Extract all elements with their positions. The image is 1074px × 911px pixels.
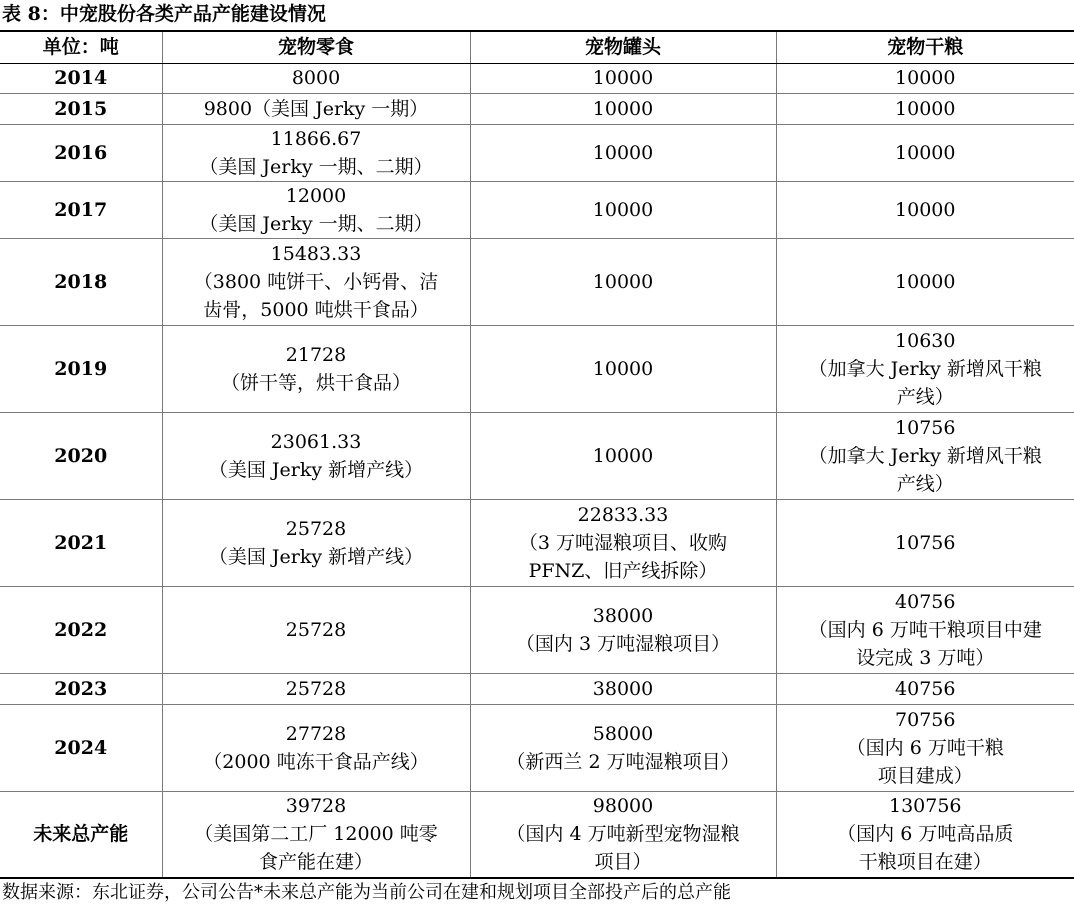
cell-value: 10000	[592, 357, 654, 380]
cell-note: （加拿大 Jerky 新增风干粮 产线）	[808, 357, 1042, 408]
cell-value: 38000	[592, 677, 654, 700]
cell-pet-cans	[470, 673, 776, 704]
cell-note: （美国 Jerky 一期、二期）	[199, 155, 433, 178]
table-row	[0, 704, 1074, 791]
cell-pet-cans	[470, 124, 776, 181]
cell-value: 10000	[592, 141, 654, 164]
row-year: 2024	[0, 704, 162, 791]
cell-value: 40756	[895, 677, 956, 700]
table-row	[0, 325, 1074, 412]
cell-note: （3800 吨饼干、小钙骨、洁 齿骨，5000 吨烘干食品）	[193, 270, 439, 321]
cell-value: 10000	[592, 444, 654, 467]
cell-pet-snacks	[162, 238, 470, 325]
header-pet-dry-food: 宠物干粮	[776, 31, 1074, 63]
cell-value: 10000	[592, 97, 654, 120]
table-row	[0, 93, 1074, 124]
source-note: 数据来源：东北证券，公司公告*未来总产能为当前公司在建和规划项目全部投产后的总产能	[2, 882, 731, 903]
cell-value: 10000	[895, 270, 956, 293]
cell-value: 39728	[285, 795, 347, 818]
row-year: 2021	[0, 499, 162, 586]
cell-value: 10000	[592, 198, 654, 221]
cell-pet-dry-food	[776, 124, 1074, 181]
cell-value: 130756	[888, 795, 962, 818]
table-caption: 表 8：中宠股份各类产品产能建设情况	[2, 3, 326, 25]
row-year: 2022	[0, 586, 162, 673]
cell-pet-snacks	[162, 63, 470, 93]
table-row	[0, 673, 1074, 704]
cell-pet-dry-food	[776, 499, 1074, 586]
header-pet-cans: 宠物罐头	[470, 31, 776, 63]
cell-value: 10000	[895, 67, 956, 89]
cell-pet-cans	[470, 412, 776, 499]
table-row	[0, 181, 1074, 238]
cell-value: 25728	[285, 677, 347, 700]
cell-pet-dry-food	[776, 412, 1074, 499]
cell-value: 22833.33	[577, 503, 669, 526]
row-year: 未来总产能	[0, 791, 162, 878]
row-year: 2019	[0, 325, 162, 412]
cell-value: 10630	[895, 329, 956, 352]
cell-value: 25728	[285, 618, 347, 641]
cell-value: 27728	[285, 722, 347, 745]
table-row	[0, 63, 1074, 93]
cell-pet-cans	[470, 238, 776, 325]
cell-value: 10000	[895, 141, 956, 164]
cell-pet-dry-food	[776, 673, 1074, 704]
cell-value: 15483.33	[270, 242, 362, 265]
cell-pet-dry-food	[776, 704, 1074, 791]
row-year: 2015	[0, 93, 162, 124]
cell-note: （美国 Jerky 新增产线）	[208, 458, 424, 481]
row-year: 2016	[0, 124, 162, 181]
cell-value: 38000	[592, 604, 654, 627]
cell-value: 98000	[592, 795, 654, 818]
header-row	[0, 31, 1074, 63]
cell-note: （国内 4 万吨新型宠物湿粮 项目）	[506, 823, 740, 874]
cell-pet-snacks	[162, 412, 470, 499]
cell-pet-snacks	[162, 673, 470, 704]
cell-pet-cans	[470, 586, 776, 673]
cell-pet-cans	[470, 63, 776, 93]
cell-pet-dry-food	[776, 181, 1074, 238]
cell-pet-snacks	[162, 791, 470, 878]
cell-pet-cans	[470, 181, 776, 238]
cell-pet-snacks	[162, 704, 470, 791]
table-row	[0, 791, 1074, 878]
cell-value: 8000	[291, 67, 341, 89]
cell-value: 9800（美国 Jerky 一期）	[203, 97, 429, 120]
cell-pet-snacks	[162, 325, 470, 412]
cell-note: （美国 Jerky 新增产线）	[208, 545, 424, 568]
cell-pet-dry-food	[776, 325, 1074, 412]
row-year: 2023	[0, 673, 162, 704]
cell-pet-snacks	[162, 93, 470, 124]
cell-value: 23061.33	[270, 430, 362, 453]
cell-note: （国内 6 万吨干粮项目中建 设完成 3 万吨）	[808, 618, 1042, 669]
row-year: 2014	[0, 63, 162, 93]
cell-note: （加拿大 Jerky 新增风干粮 产线）	[808, 444, 1042, 495]
cell-pet-dry-food	[776, 791, 1074, 878]
cell-note: （3 万吨湿粮项目、收购 PFNZ、旧产线拆除）	[518, 531, 728, 582]
cell-value: 10000	[592, 270, 654, 293]
row-year: 2020	[0, 412, 162, 499]
cell-pet-cans	[470, 325, 776, 412]
cell-value: 70756	[895, 708, 956, 731]
header-pet-snacks: 宠物零食	[162, 31, 470, 63]
cell-note: （新西兰 2 万吨湿粮项目）	[506, 750, 740, 773]
cell-pet-dry-food	[776, 586, 1074, 673]
cell-pet-snacks	[162, 499, 470, 586]
cell-note: （美国第二工厂 12000 吨零 食产能在建）	[194, 823, 438, 874]
cell-pet-dry-food	[776, 63, 1074, 93]
cell-note: （国内 6 万吨高品质 干粮项目在建）	[837, 823, 1014, 874]
cell-value: 11866.67	[270, 127, 362, 150]
cell-pet-cans	[470, 791, 776, 878]
cell-value: 40756	[895, 590, 956, 613]
table-row	[0, 499, 1074, 586]
cell-pet-dry-food	[776, 238, 1074, 325]
cell-value: 10756	[895, 416, 956, 439]
capacity-table	[0, 30, 1074, 879]
table-row	[0, 412, 1074, 499]
table-row	[0, 586, 1074, 673]
row-year: 2018	[0, 238, 162, 325]
row-year: 2017	[0, 181, 162, 238]
cell-value: 25728	[285, 517, 347, 540]
cell-value: 10756	[895, 531, 956, 554]
cell-pet-cans	[470, 499, 776, 586]
cell-pet-cans	[470, 93, 776, 124]
cell-note: （国内 6 万吨干粮 项目建成）	[846, 736, 1004, 787]
cell-note: （国内 3 万吨湿粮项目）	[515, 632, 731, 655]
table-row	[0, 238, 1074, 325]
cell-value: 58000	[592, 722, 654, 745]
cell-pet-snacks	[162, 586, 470, 673]
cell-value: 10000	[592, 67, 654, 89]
cell-pet-snacks	[162, 181, 470, 238]
cell-pet-cans	[470, 704, 776, 791]
cell-note: （饼干等，烘干食品）	[220, 371, 411, 394]
cell-value: 10000	[895, 198, 956, 221]
cell-value: 21728	[285, 343, 347, 366]
capacity-table-wrapper	[0, 30, 1074, 879]
cell-value: 10000	[895, 97, 956, 120]
cell-note: （2000 吨冻干食品产线）	[203, 750, 429, 773]
cell-value: 12000	[285, 184, 347, 207]
cell-pet-dry-food	[776, 93, 1074, 124]
table-row	[0, 124, 1074, 181]
header-unit: 单位：吨	[0, 31, 162, 63]
cell-note: （美国 Jerky 一期、二期）	[199, 212, 433, 235]
cell-pet-snacks	[162, 124, 470, 181]
